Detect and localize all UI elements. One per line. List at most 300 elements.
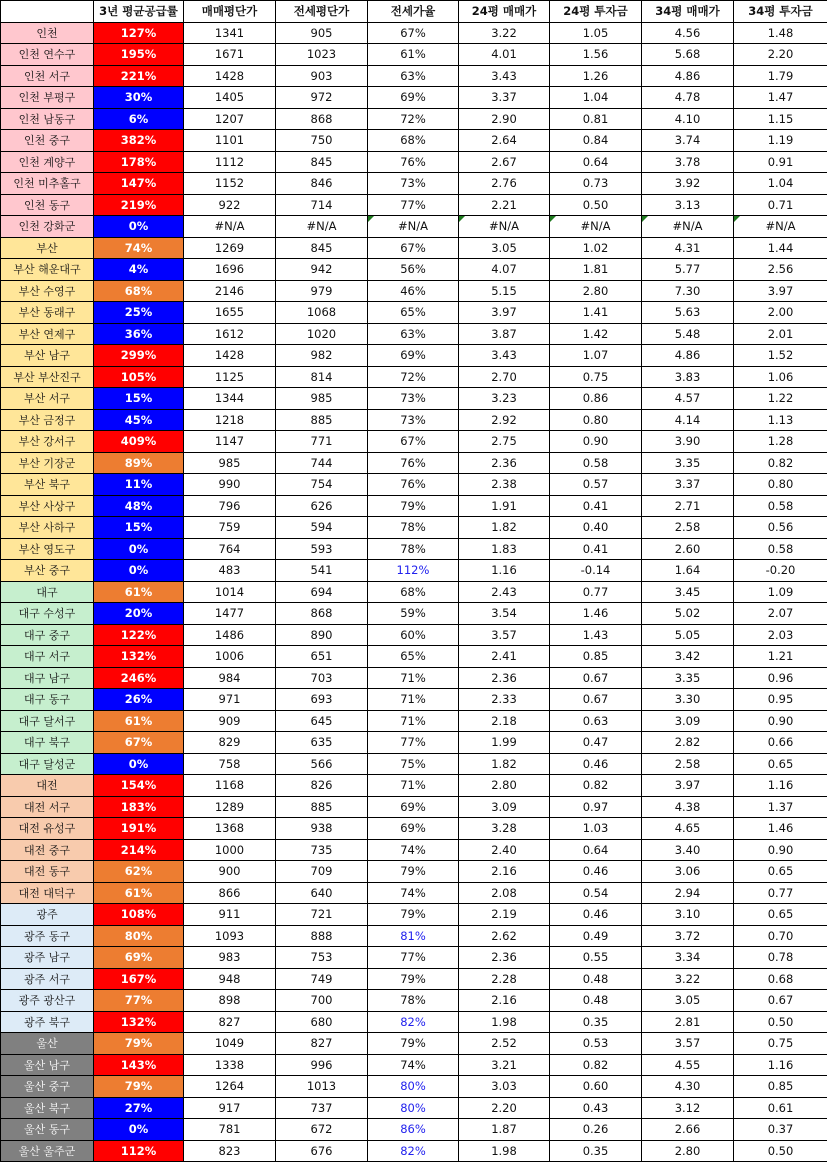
p34-sale-cell: 4.55 [642,1054,734,1076]
p34-sale-cell: 3.45 [642,581,734,603]
p34-invest-cell: 2.07 [734,603,827,625]
p34-sale-cell: 5.05 [642,624,734,646]
jeonse-price-cell: 1013 [276,1076,368,1098]
p24-invest-cell: 0.85 [550,646,642,668]
p24-sale-cell: 2.20 [459,1097,550,1119]
p24-invest-cell: 0.97 [550,796,642,818]
sale-price-cell: 827 [184,1011,276,1033]
sale-price-cell: 781 [184,1119,276,1141]
jeonse-ratio-cell: 71% [368,667,459,689]
sale-price-cell: 922 [184,194,276,216]
jeonse-price-cell: 721 [276,904,368,926]
sale-price-cell: 1014 [184,581,276,603]
p34-sale-cell: 3.10 [642,904,734,926]
header-row [1,1,827,23]
sale-price-cell: 823 [184,1140,276,1162]
p34-sale-cell: 3.83 [642,366,734,388]
sale-price-cell: 1049 [184,1033,276,1055]
jeonse-price-cell: 996 [276,1054,368,1076]
p34-sale-cell: 4.56 [642,22,734,44]
p34-sale-cell: 3.05 [642,990,734,1012]
p24-invest-cell: 1.41 [550,302,642,324]
table-row [1,409,827,431]
jeonse-ratio-cell: 79% [368,1033,459,1055]
p24-sale-cell: 2.36 [459,452,550,474]
p34-invest-cell: 0.56 [734,517,827,539]
supply-rate-cell: 30% [94,87,184,109]
p24-invest-cell: 0.53 [550,1033,642,1055]
header-cell-region [1,1,94,23]
p34-invest-cell: 1.28 [734,431,827,453]
header-cell-24-invest: 24평 투자금 [550,1,642,23]
supply-rate-cell: 6% [94,108,184,130]
jeonse-ratio-cell: 76% [368,452,459,474]
supply-rate-cell: 15% [94,388,184,410]
p34-sale-cell: 5.77 [642,259,734,281]
p34-invest-cell: 0.58 [734,538,827,560]
region-cell: 인천 미추홀구 [1,173,94,195]
p24-sale-cell: 2.90 [459,108,550,130]
supply-rate-cell: 61% [94,882,184,904]
p34-invest-cell: 0.67 [734,990,827,1012]
table-row [1,452,827,474]
jeonse-price-cell: 676 [276,1140,368,1162]
table-body [1,22,827,1162]
p24-invest-cell: 0.47 [550,732,642,754]
p34-invest-cell: 0.58 [734,495,827,517]
jeonse-ratio-cell: 69% [368,796,459,818]
sale-price-cell: 758 [184,753,276,775]
table-row [1,323,827,345]
p34-invest-cell: 0.90 [734,710,827,732]
jeonse-price-cell: 754 [276,474,368,496]
p24-invest-cell: 0.82 [550,775,642,797]
region-cell: 울산 [1,1033,94,1055]
header-cell-supply-rate: 3년 평균공급률 [94,1,184,23]
sale-price-cell: 948 [184,968,276,990]
p34-sale-cell: 4.86 [642,65,734,87]
p34-sale-cell: 2.66 [642,1119,734,1141]
jeonse-price-cell: 1023 [276,44,368,66]
jeonse-ratio-cell: 80% [368,1097,459,1119]
region-cell: 부산 사상구 [1,495,94,517]
jeonse-price-cell: 709 [276,861,368,883]
jeonse-price-cell: 826 [276,775,368,797]
region-cell: 인천 동구 [1,194,94,216]
p24-invest-cell: 0.41 [550,538,642,560]
header-cell-sale-price: 매매평단가 [184,1,276,23]
p24-sale-cell: 2.43 [459,581,550,603]
supply-rate-cell: 27% [94,1097,184,1119]
p34-sale-cell: 5.63 [642,302,734,324]
p24-invest-cell: 1.81 [550,259,642,281]
p24-invest-cell: 0.67 [550,689,642,711]
table-row [1,1033,827,1055]
p24-invest-cell: 1.03 [550,818,642,840]
p34-invest-cell: 1.47 [734,87,827,109]
region-cell: 대전 동구 [1,861,94,883]
sale-price-cell: 1006 [184,646,276,668]
table-row [1,667,827,689]
jeonse-price-cell: 982 [276,345,368,367]
p24-invest-cell: 0.84 [550,130,642,152]
p34-sale-cell: 3.35 [642,667,734,689]
p24-invest-cell: 0.50 [550,194,642,216]
table-row [1,388,827,410]
supply-rate-cell: 221% [94,65,184,87]
table-row [1,366,827,388]
p24-invest-cell: 0.48 [550,968,642,990]
table-row [1,732,827,754]
region-cell: 부산 [1,237,94,259]
p34-sale-cell: 4.57 [642,388,734,410]
region-cell: 부산 해운대구 [1,259,94,281]
supply-rate-cell: 48% [94,495,184,517]
p24-invest-cell: 1.26 [550,65,642,87]
p24-sale-cell: 3.54 [459,603,550,625]
p34-sale-cell: 4.14 [642,409,734,431]
jeonse-ratio-cell: 82% [368,1140,459,1162]
region-cell: 인천 남동구 [1,108,94,130]
p34-invest-cell: 2.56 [734,259,827,281]
jeonse-price-cell: 1020 [276,323,368,345]
p24-invest-cell: 0.35 [550,1140,642,1162]
p34-sale-cell: 2.94 [642,882,734,904]
p34-invest-cell: 1.04 [734,173,827,195]
sale-price-cell: 1218 [184,409,276,431]
p34-invest-cell: 1.19 [734,130,827,152]
p34-invest-cell: 1.52 [734,345,827,367]
p24-sale-cell: 2.76 [459,173,550,195]
region-cell: 부산 중구 [1,560,94,582]
sale-price-cell: 1428 [184,345,276,367]
supply-rate-cell: 167% [94,968,184,990]
supply-rate-cell: 11% [94,474,184,496]
jeonse-price-cell: #N/A [276,216,368,238]
table-row [1,581,827,603]
p34-sale-cell: 4.65 [642,818,734,840]
p34-sale-cell: 3.22 [642,968,734,990]
header-cell-jeonse-price: 전세평단가 [276,1,368,23]
jeonse-ratio-cell: 60% [368,624,459,646]
p34-invest-cell: 1.16 [734,1054,827,1076]
jeonse-ratio-cell: 72% [368,108,459,130]
region-cell: 대구 서구 [1,646,94,668]
table-row [1,904,827,926]
p24-sale-cell: 2.75 [459,431,550,453]
sale-price-cell: 1093 [184,925,276,947]
p34-invest-cell: 1.06 [734,366,827,388]
supply-rate-cell: 69% [94,947,184,969]
jeonse-ratio-cell: 71% [368,710,459,732]
jeonse-ratio-cell: 75% [368,753,459,775]
table-row [1,1076,827,1098]
region-cell: 울산 북구 [1,1097,94,1119]
supply-rate-cell: 68% [94,280,184,302]
p24-invest-cell: 0.90 [550,431,642,453]
table-row [1,108,827,130]
p34-invest-cell: 0.70 [734,925,827,947]
supply-rate-cell: 26% [94,689,184,711]
jeonse-ratio-cell: 63% [368,323,459,345]
table-row [1,538,827,560]
p24-sale-cell: 3.28 [459,818,550,840]
p34-sale-cell: 3.92 [642,173,734,195]
sale-price-cell: 911 [184,904,276,926]
table-row [1,87,827,109]
p34-sale-cell: 2.80 [642,1140,734,1162]
p24-sale-cell: 2.52 [459,1033,550,1055]
p24-sale-cell: 2.38 [459,474,550,496]
sale-price-cell: 1405 [184,87,276,109]
p24-invest-cell: 0.64 [550,839,642,861]
jeonse-ratio-cell: 79% [368,861,459,883]
jeonse-ratio-cell: 78% [368,990,459,1012]
jeonse-price-cell: 972 [276,87,368,109]
jeonse-ratio-cell: 68% [368,581,459,603]
jeonse-ratio-cell: 79% [368,495,459,517]
p34-invest-cell: 0.50 [734,1011,827,1033]
p24-invest-cell: 0.64 [550,151,642,173]
supply-rate-cell: 61% [94,710,184,732]
p24-sale-cell: 3.23 [459,388,550,410]
p34-invest-cell: 0.65 [734,861,827,883]
jeonse-ratio-cell: 76% [368,474,459,496]
p34-invest-cell: 0.65 [734,753,827,775]
p24-sale-cell: #N/A [459,216,550,238]
p24-sale-cell: 2.18 [459,710,550,732]
p34-invest-cell: -0.20 [734,560,827,582]
region-cell: 인천 강화군 [1,216,94,238]
region-cell: 대구 남구 [1,667,94,689]
supply-rate-cell: 80% [94,925,184,947]
p34-invest-cell: 0.68 [734,968,827,990]
p34-sale-cell: 3.12 [642,1097,734,1119]
sale-price-cell: 2146 [184,280,276,302]
supply-rate-cell: 0% [94,560,184,582]
jeonse-ratio-cell: 74% [368,839,459,861]
p24-invest-cell: 0.35 [550,1011,642,1033]
jeonse-ratio-cell: 71% [368,775,459,797]
supply-rate-cell: 191% [94,818,184,840]
p24-invest-cell: 0.80 [550,409,642,431]
region-cell: 울산 남구 [1,1054,94,1076]
p34-invest-cell: 0.71 [734,194,827,216]
p34-invest-cell: 0.37 [734,1119,827,1141]
supply-rate-cell: 214% [94,839,184,861]
table-row [1,1140,827,1162]
jeonse-price-cell: 814 [276,366,368,388]
table-row [1,345,827,367]
region-cell: 광주 광산구 [1,990,94,1012]
p34-invest-cell: 1.79 [734,65,827,87]
jeonse-ratio-cell: 79% [368,968,459,990]
p34-invest-cell: 0.82 [734,452,827,474]
table-row [1,710,827,732]
supply-rate-cell: 25% [94,302,184,324]
p24-invest-cell: 0.81 [550,108,642,130]
p34-invest-cell: 1.44 [734,237,827,259]
supply-rate-cell: 122% [94,624,184,646]
p24-sale-cell: 1.16 [459,560,550,582]
supply-rate-cell: 4% [94,259,184,281]
table-row [1,603,827,625]
jeonse-ratio-cell: 80% [368,1076,459,1098]
sale-price-cell: 917 [184,1097,276,1119]
region-cell: 울산 동구 [1,1119,94,1141]
p24-invest-cell: 0.49 [550,925,642,947]
jeonse-price-cell: 541 [276,560,368,582]
table-row [1,44,827,66]
jeonse-price-cell: 645 [276,710,368,732]
region-cell: 광주 동구 [1,925,94,947]
table-row [1,259,827,281]
sale-price-cell: 1344 [184,388,276,410]
jeonse-price-cell: 651 [276,646,368,668]
p34-sale-cell: 3.78 [642,151,734,173]
supply-rate-cell: 147% [94,173,184,195]
region-cell: 대구 북구 [1,732,94,754]
p34-invest-cell: 0.77 [734,882,827,904]
region-cell: 부산 영도구 [1,538,94,560]
jeonse-ratio-cell: 63% [368,65,459,87]
sale-price-cell: 1477 [184,603,276,625]
p24-invest-cell: 1.04 [550,87,642,109]
p24-sale-cell: 2.33 [459,689,550,711]
p24-invest-cell: 1.42 [550,323,642,345]
jeonse-price-cell: 594 [276,517,368,539]
supply-rate-cell: 154% [94,775,184,797]
jeonse-price-cell: 703 [276,667,368,689]
p34-sale-cell: 3.40 [642,839,734,861]
p24-sale-cell: 4.01 [459,44,550,66]
region-cell: 대전 중구 [1,839,94,861]
jeonse-price-cell: 885 [276,796,368,818]
jeonse-ratio-cell: 69% [368,345,459,367]
p34-sale-cell: 5.48 [642,323,734,345]
sale-price-cell: 759 [184,517,276,539]
p24-sale-cell: 2.67 [459,151,550,173]
supply-rate-cell: 62% [94,861,184,883]
jeonse-ratio-cell: 46% [368,280,459,302]
region-cell: 부산 강서구 [1,431,94,453]
p34-invest-cell: 2.01 [734,323,827,345]
jeonse-ratio-cell: 73% [368,388,459,410]
region-cell: 대전 대덕구 [1,882,94,904]
p24-invest-cell: 0.75 [550,366,642,388]
sale-price-cell: 1264 [184,1076,276,1098]
region-cell: 대전 [1,775,94,797]
jeonse-ratio-cell: 61% [368,44,459,66]
supply-rate-cell: 20% [94,603,184,625]
sale-price-cell: 1428 [184,65,276,87]
p24-invest-cell: 1.05 [550,22,642,44]
p24-invest-cell: 0.54 [550,882,642,904]
p34-invest-cell: 0.66 [734,732,827,754]
jeonse-price-cell: 846 [276,173,368,195]
p34-sale-cell: 3.74 [642,130,734,152]
jeonse-ratio-cell: 74% [368,882,459,904]
p24-invest-cell: 0.41 [550,495,642,517]
p24-sale-cell: 2.21 [459,194,550,216]
table-row [1,689,827,711]
jeonse-ratio-cell: 78% [368,517,459,539]
jeonse-price-cell: 905 [276,22,368,44]
p34-invest-cell: 0.50 [734,1140,827,1162]
region-cell: 부산 남구 [1,345,94,367]
supply-rate-cell: 132% [94,1011,184,1033]
supply-rate-cell: 127% [94,22,184,44]
p24-sale-cell: 5.15 [459,280,550,302]
p34-invest-cell: 0.61 [734,1097,827,1119]
jeonse-price-cell: 771 [276,431,368,453]
jeonse-ratio-cell: 65% [368,646,459,668]
p24-sale-cell: 2.40 [459,839,550,861]
jeonse-price-cell: 750 [276,130,368,152]
jeonse-ratio-cell: 67% [368,431,459,453]
jeonse-price-cell: 868 [276,603,368,625]
table-row [1,925,827,947]
p24-sale-cell: 3.43 [459,345,550,367]
jeonse-price-cell: 694 [276,581,368,603]
jeonse-price-cell: 693 [276,689,368,711]
p34-sale-cell: 3.90 [642,431,734,453]
sale-price-cell: 1486 [184,624,276,646]
p24-invest-cell: 0.57 [550,474,642,496]
p34-sale-cell: 3.37 [642,474,734,496]
p34-invest-cell: 0.90 [734,839,827,861]
p34-sale-cell: 5.02 [642,603,734,625]
jeonse-ratio-cell: 73% [368,409,459,431]
p34-invest-cell: 0.78 [734,947,827,969]
jeonse-ratio-cell: 74% [368,1054,459,1076]
p24-invest-cell: 0.48 [550,990,642,1012]
supply-rate-cell: 15% [94,517,184,539]
supply-rate-cell: 77% [94,990,184,1012]
p24-invest-cell: 0.26 [550,1119,642,1141]
jeonse-price-cell: 672 [276,1119,368,1141]
table-row [1,990,827,1012]
jeonse-ratio-cell: 77% [368,194,459,216]
region-cell: 부산 서구 [1,388,94,410]
p34-invest-cell: 2.00 [734,302,827,324]
p24-invest-cell: 1.02 [550,237,642,259]
region-cell: 인천 중구 [1,130,94,152]
p24-invest-cell: 0.77 [550,581,642,603]
region-cell: 부산 연제구 [1,323,94,345]
p34-sale-cell: 3.72 [642,925,734,947]
p34-invest-cell: 1.48 [734,22,827,44]
p24-sale-cell: 2.19 [459,904,550,926]
table-row [1,280,827,302]
p34-invest-cell: 0.80 [734,474,827,496]
sale-price-cell: 483 [184,560,276,582]
jeonse-ratio-cell: 67% [368,22,459,44]
sale-price-cell: 900 [184,861,276,883]
table-row [1,302,827,324]
jeonse-price-cell: 735 [276,839,368,861]
table-row [1,861,827,883]
p24-sale-cell: 3.57 [459,624,550,646]
p24-sale-cell: 3.21 [459,1054,550,1076]
jeonse-price-cell: 744 [276,452,368,474]
sale-price-cell: 1101 [184,130,276,152]
p24-sale-cell: 3.87 [459,323,550,345]
p34-sale-cell: 7.30 [642,280,734,302]
jeonse-ratio-cell: 65% [368,302,459,324]
jeonse-ratio-cell: 112% [368,560,459,582]
sale-price-cell: 898 [184,990,276,1012]
